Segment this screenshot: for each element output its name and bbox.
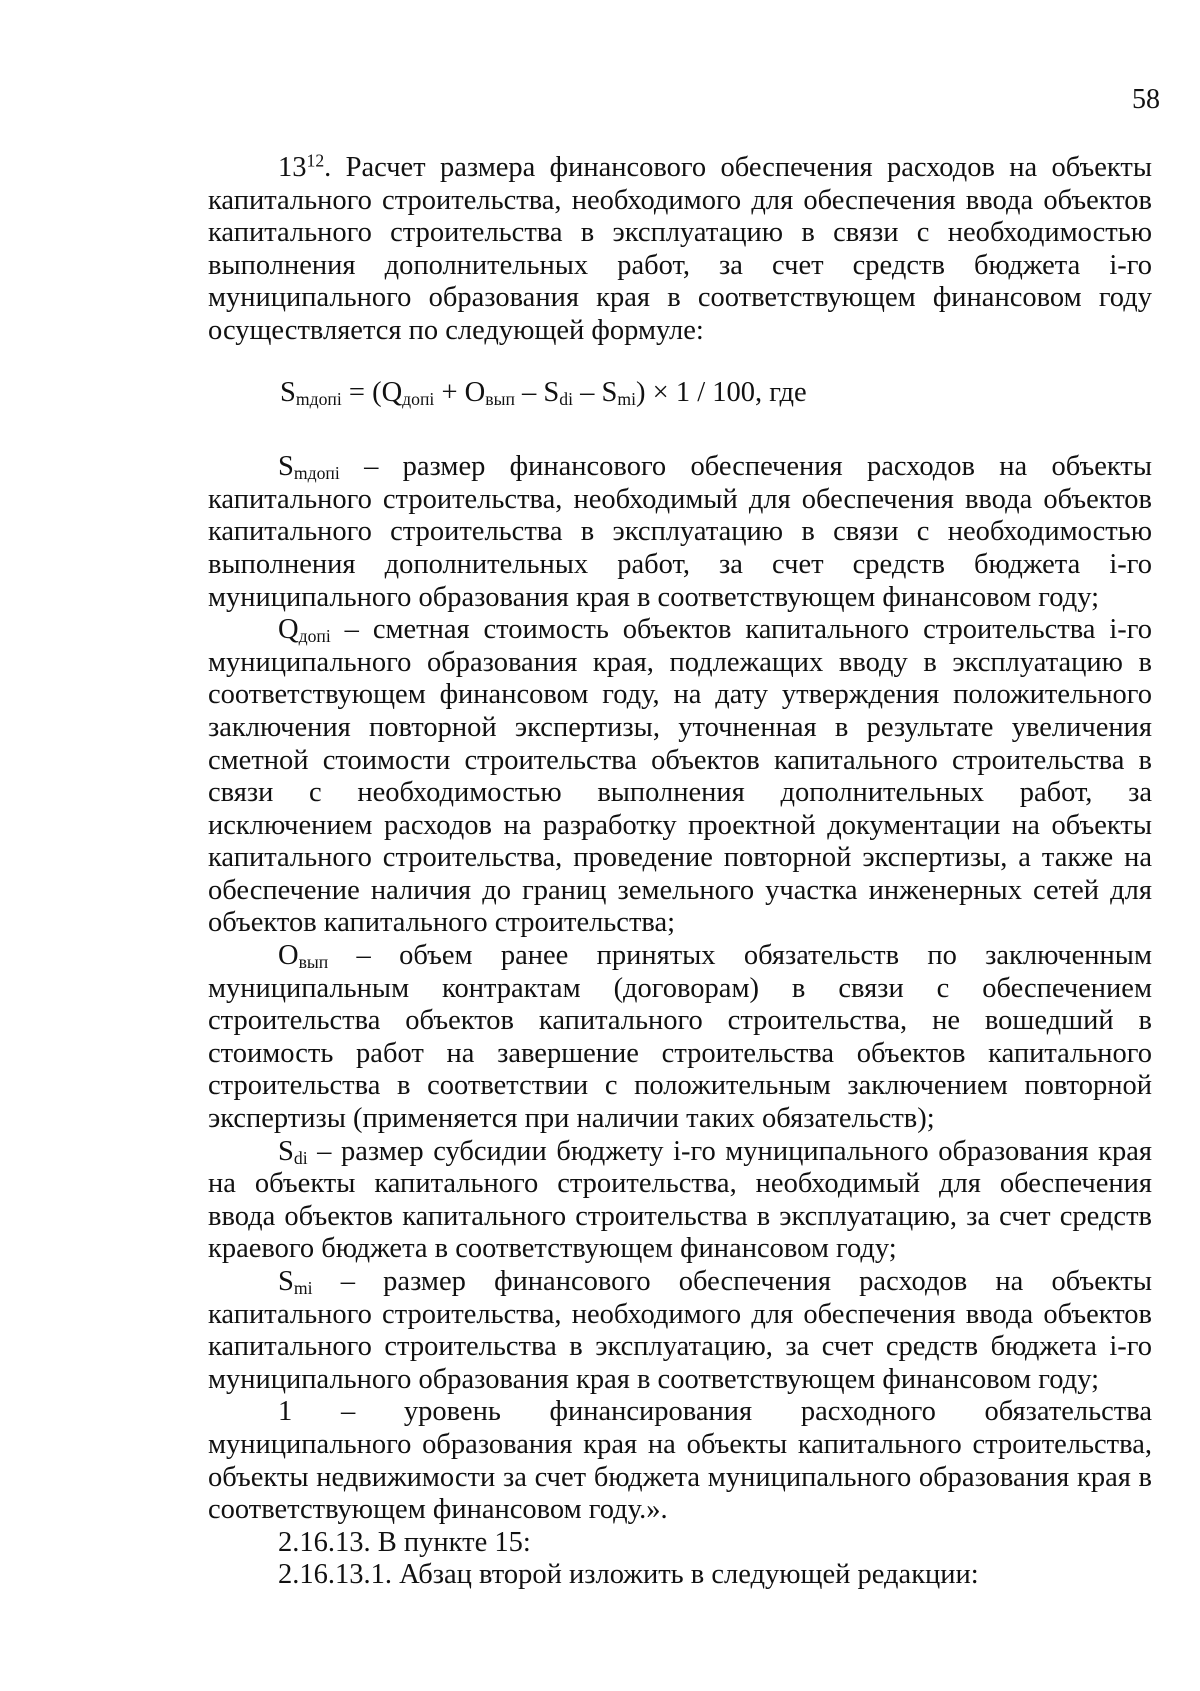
- intro-text: . Расчет размера финансового обеспечения расходов на объекты капитального строительства, необходимого для обеспечения ввода объектов капитального строительства в эксплуатацию в связи с необходимостью выполнения дополнительных работ, за счет средств бюджета i-го муниципального образования края в соответствующем финансовом году осуществляется по следующей формуле:: [208, 152, 1152, 346]
- definition-symbol: 1: [278, 1396, 293, 1428]
- definition-symbol: O: [278, 940, 299, 972]
- formula-s-subscript: mдопi: [295, 388, 342, 409]
- item-superscript: 12: [306, 150, 325, 171]
- formula-s: S: [280, 376, 296, 408]
- formula-o-subscript: вып: [485, 388, 515, 409]
- definition-symbol-subscript: вып: [298, 951, 329, 972]
- page-number: 58: [1132, 84, 1160, 115]
- closing-line: 2.16.13. В пункте 15:: [278, 1526, 531, 1558]
- definition-paragraph: [208, 1266, 1152, 1396]
- formula-q-subscript: допi: [402, 388, 435, 409]
- definition-paragraph: [208, 614, 1152, 940]
- formula-sd-subscript: di: [559, 388, 573, 409]
- definition-paragraph: [208, 1396, 1152, 1526]
- formula-eq-open: = (Q: [341, 376, 403, 408]
- formula-tail: ) × 1 / 100, где: [636, 376, 807, 408]
- formula-minus-s: – S: [514, 376, 560, 408]
- definition-symbol-subscript: допi: [298, 626, 331, 646]
- definition-symbol: S: [278, 451, 294, 483]
- spacer: [208, 435, 1152, 451]
- formula-sm-subscript: mi: [617, 388, 636, 409]
- definition-symbol-subscript: mi: [293, 1277, 313, 1298]
- formula: [280, 377, 1152, 410]
- definition-text: – размер финансового обеспечения расходов на объекты капитального строительства, необходимый для обеспечения ввода объектов капитального строительства в эксплуатацию в связи с необходимостью выполнения дополнительных работ, за счет средств бюджета i-го муниципального образования края в соответствующем финансовом году;: [208, 451, 1152, 613]
- definition-text: – объем ранее принятых обязательств по заключенным муниципальным контрактам (договорам) в связи с обеспечением строительства объектов капитального строительства, не вошедший в стоимость работ на завершение строительства объектов капитального строительства в соответствии с положительным заключением повторной экспертизы (применяется при наличии таких обязательств);: [208, 940, 1152, 1135]
- definition-paragraph: [208, 451, 1152, 614]
- document-body: [208, 152, 1152, 1592]
- formula-minus-s2: – S: [573, 376, 618, 408]
- definition-symbol-subscript: mдопi: [293, 463, 340, 484]
- definition-symbol: S: [278, 1266, 294, 1297]
- definition-symbol-subscript: di: [293, 1147, 308, 1168]
- formula-plus-o: + O: [434, 376, 486, 408]
- definition-symbol: Q: [278, 614, 299, 646]
- closing-line: 2.16.13.1. Абзац второй изложить в следующей редакции:: [278, 1559, 979, 1591]
- definition-paragraph: [208, 940, 1152, 1136]
- item-number: 13: [278, 152, 307, 183]
- definition-text: – размер субсидии бюджету i-го муниципального образования края на объекты капитального строительства, необходимый для обеспечения ввода объектов капитального строительства в эксплуатацию, за счет средств краевого бюджета в соответствующем финансовом году;: [208, 1135, 1152, 1265]
- definition-text: – сметная стоимость объектов капитального строительства i-го муниципального образования края, подлежащих вводу в эксплуатацию в соответствующем финансовом году, на дату утверждения положительного заключения повторной экспертизы, уточненная в результате увеличения сметной стоимости строительства объектов капитального строительства в связи с необходимостью выполнения дополнительных работ, за исключением расходов на разработку проектной документации на объекты капитального строительства, проведение повторной экспертизы, а также на обеспечение наличия до границ земельного участка инженерных сетей для объектов капитального строительства;: [208, 614, 1152, 939]
- definition-text: – уровень финансирования расходного обязательства муниципального образования края на объекты капитального строительства, объекты недвижимости за счет бюджета муниципального образования края в соответствующем финансовом году.».: [208, 1396, 1152, 1526]
- definition-paragraph: [208, 1136, 1152, 1266]
- definition-text: – размер финансового обеспечения расходов на объекты капитального строительства, необходимого для обеспечения ввода объектов капитального строительства в эксплуатацию, за счет средств бюджета i-го муниципального образования края в соответствующем финансовом году;: [208, 1266, 1152, 1395]
- intro-paragraph: [208, 152, 1152, 348]
- definition-symbol: S: [278, 1135, 294, 1167]
